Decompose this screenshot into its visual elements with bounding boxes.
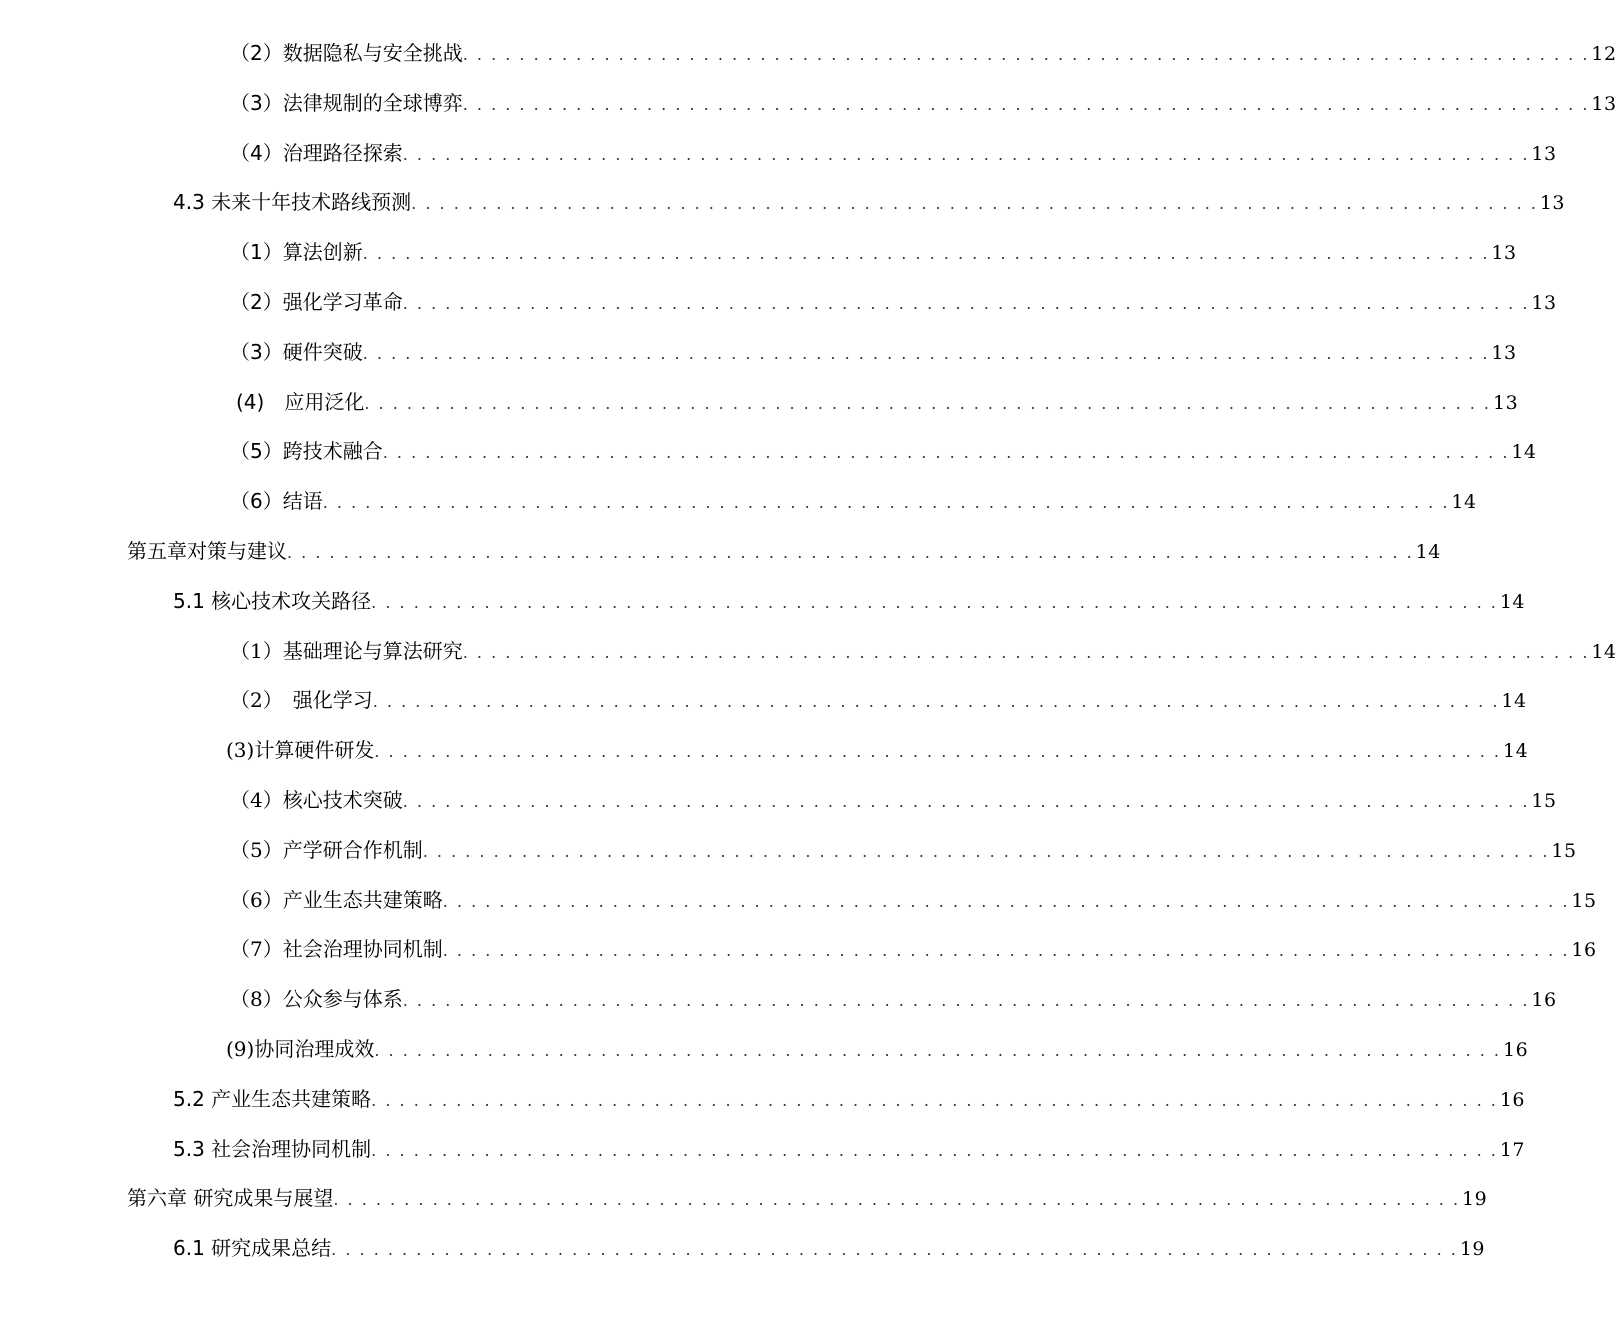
toc-entry-title: （6）结语 (230, 489, 323, 513)
toc-dot-leader: . . . . . . . . . . . . . . . . . . . . . . . . . . . . . . . . . . . . . . . . . . . . . . . . . . . . . . . . . . . . . . . . . . . . . . . . . . . . . . . . (462, 45, 1590, 64)
toc-page-number: 16 (1571, 939, 1597, 961)
toc-entry-title: 6.1 研究成果总结 (173, 1236, 332, 1260)
toc-page-number: 16 (1499, 1089, 1526, 1111)
toc-dot-leader: . . . . . . . . . . . . . . . . . . . . . . . . . . . . . . . . . . . . . . . . . . . . . . . . . . . . . . . . . . . . . . . . . . . . . . . . . . . . . . . . (372, 692, 1500, 711)
toc-dot-leader: . . . . . . . . . . . . . . . . . . . . . . . . . . . . . . . . . . . . . . . . . . . . . . . . . . . . . . . . . . . . . . . . . . . . . . . . . . . . . . . . (371, 593, 1498, 612)
toc-entry-title: （3）法律规制的全球博弈 (230, 91, 463, 115)
toc-entry[interactable] (230, 237, 1517, 267)
toc-entry[interactable] (226, 735, 1529, 765)
toc-dot-leader: . . . . . . . . . . . . . . . . . . . . . . . . . . . . . . . . . . . . . . . . . . . . . . . . . . . . . . . . . . . . . . . . . . . . . . . . . . . . . . . . (422, 842, 1550, 861)
toc-entry-title: (3)计算硬件研发 (226, 738, 375, 762)
toc-entry[interactable] (230, 38, 1617, 68)
toc-entry-title: （2） 强化学习 (230, 688, 373, 712)
toc-page-number: 13 (1491, 342, 1517, 364)
toc-entry[interactable] (173, 1134, 1526, 1164)
toc-entry-title: （3）硬件突破 (230, 340, 363, 364)
toc-dot-leader: . . . . . . . . . . . . . . . . . . . . . . . . . . . . . . . . . . . . . . . . . . . . . . . . . . . . . . . . . . . . . . . . . . . . . . . . . . . . . . . . (402, 991, 1530, 1010)
toc-page-number: 14 (1511, 441, 1537, 463)
toc-dot-leader: . . . . . . . . . . . . . . . . . . . . . . . . . . . . . . . . . . . . . . . . . . . . . . . . . . . . . . . . . . . . . . . . . . . . . . . . . . . . . . . . (374, 742, 1502, 761)
toc-dot-leader: . . . . . . . . . . . . . . . . . . . . . . . . . . . . . . . . . . . . . . . . . . . . . . . . . . . . . . . . . . . . . . . . . . . . . . . . . . . . . . . . (287, 543, 1414, 562)
toc-dot-leader: . . . . . . . . . . . . . . . . . . . . . . . . . . . . . . . . . . . . . . . . . . . . . . . . . . . . . . . . . . . . . . . . . . . . . . . . . . . . . . . . (402, 294, 1530, 313)
toc-page-number: 14 (1591, 641, 1617, 663)
toc-page-number: 16 (1531, 989, 1557, 1011)
toc-dot-leader: . . . . . . . . . . . . . . . . . . . . . . . . . . . . . . . . . . . . . . . . . . . . . . . . . . . . . . . . . . . . . . . . . . . . . . . . . . . . . . . . (364, 394, 1492, 413)
toc-page-number: 19 (1462, 1188, 1488, 1210)
toc-page-number: 14 (1503, 740, 1529, 762)
toc-entry-title: (9)协同治理成效 (226, 1037, 375, 1061)
toc-entry[interactable] (127, 1183, 1488, 1213)
toc-dot-leader: . . . . . . . . . . . . . . . . . . . . . . . . . . . . . . . . . . . . . . . . . . . . . . . . . . . . . . . . . . . . . . . . . . . . . . . . . . . . . . . . (362, 244, 1490, 263)
toc-page-number: 13 (1493, 392, 1519, 414)
toc-page-number: 14 (1501, 690, 1527, 712)
toc-entry-title: 4.3 未来十年技术路线预测 (173, 190, 412, 214)
toc-entry-title: （2）数据隐私与安全挑战 (230, 41, 463, 65)
toc-dot-leader: . . . . . . . . . . . . . . . . . . . . . . . . . . . . . . . . . . . . . . . . . . . . . . . . . . . . . . . . . . . . . . . . . . . . . . . . . . . . . . . . (362, 344, 1490, 363)
toc-dot-leader: . . . . . . . . . . . . . . . . . . . . . . . . . . . . . . . . . . . . . . . . . . . . . . . . . . . . . . . . . . . . . . . . . . . . . . . . . . . . . . . . (371, 1091, 1498, 1110)
toc-entry-title: （4）核心技术突破 (230, 788, 403, 812)
toc-entry[interactable] (230, 934, 1597, 964)
toc-entry[interactable] (226, 1034, 1529, 1064)
toc-entry[interactable] (230, 337, 1517, 367)
toc-dot-leader: . . . . . . . . . . . . . . . . . . . . . . . . . . . . . . . . . . . . . . . . . . . . . . . . . . . . . . . . . . . . . . . . . . . . . . . . . . . . . . . . (442, 892, 1570, 911)
toc-page-number: 13 (1531, 143, 1557, 165)
toc-entry[interactable] (230, 984, 1557, 1014)
toc-dot-leader: . . . . . . . . . . . . . . . . . . . . . . . . . . . . . . . . . . . . . . . . . . . . . . . . . . . . . . . . . . . . . . . . . . . . . . . . . . . . . . . . (442, 941, 1570, 960)
toc-entry-title: （8）公众参与体系 (230, 987, 403, 1011)
toc-entry-title: （5）产学研合作机制 (230, 838, 423, 862)
toc-page-number: 13 (1531, 292, 1557, 314)
toc-entry[interactable] (230, 138, 1557, 168)
toc-dot-leader: . . . . . . . . . . . . . . . . . . . . . . . . . . . . . . . . . . . . . . . . . . . . . . . . . . . . . . . . . . . . . . . . . . . . . . . . . . . . . . . . (333, 1190, 1461, 1209)
toc-entry-title: （1）基础理论与算法研究 (230, 639, 463, 663)
toc-entry-title: （5）跨技术融合 (230, 439, 383, 463)
toc-page-number: 15 (1551, 840, 1577, 862)
toc-dot-leader: . . . . . . . . . . . . . . . . . . . . . . . . . . . . . . . . . . . . . . . . . . . . . . . . . . . . . . . . . . . . . . . . . . . . . . . . . . . . . . . . (402, 145, 1530, 164)
toc-page-number: 15 (1531, 790, 1557, 812)
toc-entry-title: （1）算法创新 (230, 240, 363, 264)
toc-dot-leader: . . . . . . . . . . . . . . . . . . . . . . . . . . . . . . . . . . . . . . . . . . . . . . . . . . . . . . . . . . . . . . . . . . . . . . . . . . . . . . . . (411, 194, 1538, 213)
toc-entry[interactable] (230, 486, 1477, 516)
toc-page-number: 13 (1539, 192, 1566, 214)
toc-entry[interactable] (230, 88, 1617, 118)
toc-page-number: 12 (1591, 43, 1617, 65)
toc-entry-title: 第六章 研究成果与展望 (127, 1186, 334, 1210)
toc-dot-leader: . . . . . . . . . . . . . . . . . . . . . . . . . . . . . . . . . . . . . . . . . . . . . . . . . . . . . . . . . . . . . . . . . . . . . . . . . . . . . . . . (462, 95, 1590, 114)
toc-entry-title: （2）强化学习革命 (230, 290, 403, 314)
toc-dot-leader: . . . . . . . . . . . . . . . . . . . . . . . . . . . . . . . . . . . . . . . . . . . . . . . . . . . . . . . . . . . . . . . . . . . . . . . . . . . . . . . . (322, 493, 1450, 512)
toc-entry[interactable] (173, 1084, 1526, 1114)
toc-dot-leader: . . . . . . . . . . . . . . . . . . . . . . . . . . . . . . . . . . . . . . . . . . . . . . . . . . . . . . . . . . . . . . . . . . . . . . . . . . . . . . . . (402, 792, 1530, 811)
toc-entry[interactable] (230, 885, 1597, 915)
toc-page-number: 14 (1499, 591, 1526, 613)
toc-page-number: 13 (1591, 93, 1617, 115)
toc-entry[interactable] (230, 785, 1557, 815)
toc-dot-leader: . . . . . . . . . . . . . . . . . . . . . . . . . . . . . . . . . . . . . . . . . . . . . . . . . . . . . . . . . . . . . . . . . . . . . . . . . . . . . . . . (382, 443, 1510, 462)
toc-entry-title: 5.2 产业生态共建策略 (173, 1087, 372, 1111)
toc-entry-title: （7）社会治理协同机制 (230, 937, 443, 961)
toc-page-number: 14 (1451, 491, 1477, 513)
toc-entry-title: 5.3 社会治理协同机制 (173, 1137, 372, 1161)
toc-entry-title: （4）治理路径探索 (230, 141, 403, 165)
toc-entry-title: 第五章对策与建议 (127, 539, 287, 563)
toc-page-number: 15 (1571, 890, 1597, 912)
toc-page-number: 13 (1491, 242, 1517, 264)
toc-dot-leader: . . . . . . . . . . . . . . . . . . . . . . . . . . . . . . . . . . . . . . . . . . . . . . . . . . . . . . . . . . . . . . . . . . . . . . . . . . . . . . . . (374, 1041, 1502, 1060)
toc-entry[interactable] (230, 685, 1527, 715)
toc-entry[interactable] (230, 835, 1577, 865)
toc-page-number: 14 (1415, 541, 1441, 563)
toc-entry[interactable] (230, 636, 1617, 666)
toc-dot-leader: . . . . . . . . . . . . . . . . . . . . . . . . . . . . . . . . . . . . . . . . . . . . . . . . . . . . . . . . . . . . . . . . . . . . . . . . . . . . . . . . (462, 643, 1590, 662)
toc-entry[interactable] (236, 387, 1519, 417)
toc-entry[interactable] (173, 1233, 1486, 1263)
toc-page-number: 16 (1503, 1039, 1529, 1061)
toc-dot-leader: . . . . . . . . . . . . . . . . . . . . . . . . . . . . . . . . . . . . . . . . . . . . . . . . . . . . . . . . . . . . . . . . . . . . . . . . . . . . . . . . (331, 1240, 1458, 1259)
toc-dot-leader: . . . . . . . . . . . . . . . . . . . . . . . . . . . . . . . . . . . . . . . . . . . . . . . . . . . . . . . . . . . . . . . . . . . . . . . . . . . . . . . . (371, 1141, 1498, 1160)
toc-page-number: 19 (1459, 1238, 1486, 1260)
toc-entry-title: （6）产业生态共建策略 (230, 888, 443, 912)
toc-page-number: 17 (1499, 1139, 1526, 1161)
toc-entry[interactable] (230, 436, 1537, 466)
toc-entry-title: (4) 应用泛化 (236, 390, 365, 414)
toc-entry[interactable] (173, 586, 1526, 616)
toc-entry[interactable] (127, 536, 1441, 566)
toc-entry-title: 5.1 核心技术攻关路径 (173, 589, 372, 613)
toc-entry[interactable] (173, 187, 1566, 217)
toc-entry[interactable] (230, 287, 1557, 317)
